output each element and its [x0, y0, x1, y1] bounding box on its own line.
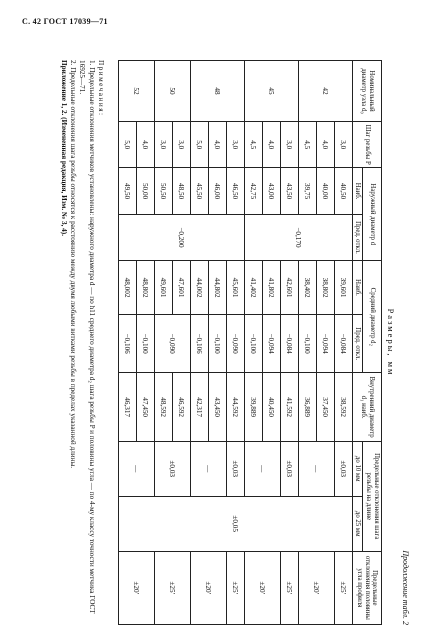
angle-cell: ±20′ — [190, 551, 226, 624]
pitch-dev-10-cell: ±0,03 — [280, 441, 298, 496]
angle-cell: ±25′ — [226, 551, 244, 624]
mean-dev-cell: −0,106 — [118, 314, 136, 373]
inner-cell: 39,889 — [244, 373, 262, 441]
pitch-cell: 5,0 — [190, 122, 208, 168]
outer-dev-cell: −0,200 — [118, 214, 244, 260]
mean-max-cell: 41,802 — [262, 261, 280, 315]
angle-cell: ±20′ — [118, 551, 154, 624]
mean-dev-cell: −0,106 — [190, 314, 208, 373]
angle-cell: ±20′ — [298, 551, 334, 624]
angle-cell: ±25′ — [154, 551, 190, 624]
mean-dev-cell: −0,100 — [208, 314, 226, 373]
nominal-cell: 50 — [154, 61, 190, 122]
mean-max-cell: 48,802 — [136, 261, 154, 315]
pitch-cell: 4,0 — [136, 122, 154, 168]
mean-max-cell: 38,802 — [316, 261, 334, 315]
inner-cell: 38,592 — [334, 373, 352, 441]
col-inner: Внутренний диаметр d₁ наиб. — [352, 373, 381, 441]
nominal-cell: 42 — [298, 61, 352, 122]
mean-dev-cell: −0,094 — [316, 314, 334, 373]
inner-cell: 37,450 — [316, 373, 334, 441]
outer-max-cell: 50,00 — [136, 168, 154, 214]
mean-dev-cell: −0,084 — [280, 314, 298, 373]
dimensions-table — [118, 60, 382, 625]
inner-cell: 44,592 — [226, 373, 244, 441]
mean-dev-cell: −0,100 — [244, 314, 262, 373]
mean-max-cell: 42,601 — [280, 261, 298, 315]
table-continuation-label: Продолжение табл. 2 — [401, 550, 410, 625]
nominal-cell: 52 — [118, 61, 154, 122]
inner-cell: 42,317 — [190, 373, 208, 441]
mean-max-cell: 49,601 — [154, 261, 172, 315]
col-nominal: Номинальный диаметр узла d₀ — [352, 61, 381, 122]
outer-max-cell: 40,00 — [316, 168, 334, 214]
outer-max-cell: 46,50 — [226, 168, 244, 214]
col-outer-group: Наружный диаметр d — [363, 168, 382, 261]
outer-max-cell: 42,75 — [244, 168, 262, 214]
pitch-dev-10-cell: ±0,03 — [334, 441, 352, 496]
notes-block — [58, 60, 105, 625]
mean-max-cell: 38,402 — [298, 261, 316, 315]
pitch-cell: 3,0 — [154, 122, 172, 168]
mean-max-cell: 44,002 — [190, 261, 208, 315]
mean-dev-cell: −0,094 — [262, 314, 280, 373]
mean-max-cell: 39,601 — [334, 261, 352, 315]
inner-cell: 36,889 — [298, 373, 316, 441]
mean-max-cell: 41,402 — [244, 261, 262, 315]
col-pitch-dev-10: до 10 мм — [352, 441, 363, 496]
mean-dev-cell: −0,090 — [226, 314, 244, 373]
notes-heading: Примечания: — [97, 60, 105, 117]
mean-max-cell: 44,802 — [208, 261, 226, 315]
mean-max-cell: 45,601 — [226, 261, 244, 315]
inner-cell: 46,317 — [118, 373, 136, 441]
nominal-cell: 45 — [244, 61, 298, 122]
angle-cell: ±20′ — [244, 551, 280, 624]
pitch-cell: 3,0 — [280, 122, 298, 168]
inner-cell: 41,592 — [280, 373, 298, 441]
inner-cell: 48,592 — [154, 373, 172, 441]
mean-max-cell: 47,601 — [172, 261, 190, 315]
col-pitch-dev-group: Предельные отклонения шага резьбы на длине — [363, 441, 382, 551]
pitch-dev-25-cell: ±0,05 — [118, 496, 352, 551]
mean-dev-cell: −0,090 — [154, 314, 190, 373]
outer-max-cell: 49,50 — [118, 168, 136, 214]
inner-cell: 47,450 — [136, 373, 154, 441]
col-mean-dev: Пред. откл. — [352, 314, 363, 373]
outer-dev-cell: −0,170 — [244, 214, 352, 260]
pitch-dev-10-cell: — — [244, 441, 280, 496]
pitch-cell: 4,5 — [244, 122, 262, 168]
angle-cell: ±25′ — [280, 551, 298, 624]
mean-dev-cell: −0,100 — [136, 314, 154, 373]
inner-cell: 43,450 — [208, 373, 226, 441]
outer-max-cell: 43,00 — [262, 168, 280, 214]
mean-dev-cell: −0,100 — [298, 314, 316, 373]
rotated-page — [15, 60, 410, 625]
col-pitch-dev-25: до 25 мм — [352, 496, 363, 551]
pitch-dev-10-cell: — — [118, 441, 154, 496]
table-row — [334, 61, 352, 625]
outer-max-cell: 45,50 — [190, 168, 208, 214]
note-2: 2. Предельные отклонения шага резьбы относятся к расстоянию между двумя любыми витками резьбы в пределах указанной длины. — [68, 60, 77, 469]
appendix-note: Приложение 1, 2. (Измененная редакция, Изм. № 3, 4). — [59, 60, 68, 236]
outer-max-cell: 50,50 — [154, 168, 172, 214]
pitch-cell: 3,0 — [334, 122, 352, 168]
pitch-cell: 3,0 — [226, 122, 244, 168]
nominal-cell: 48 — [190, 61, 244, 122]
pitch-cell: 4,0 — [208, 122, 226, 168]
mean-max-cell: 48,002 — [118, 261, 136, 315]
col-mean-group: Средний диаметр d₂ — [363, 261, 382, 373]
angle-cell: ±25′ — [334, 551, 352, 624]
outer-max-cell: 43,50 — [280, 168, 298, 214]
pitch-cell: 4,5 — [298, 122, 316, 168]
col-angle: Предельные отклонения половины угла профиля — [352, 551, 381, 624]
mean-dev-cell: −0,084 — [334, 314, 352, 373]
pitch-cell: 4,0 — [262, 122, 280, 168]
pitch-dev-10-cell: — — [190, 441, 226, 496]
pitch-cell: 5,0 — [118, 122, 136, 168]
outer-max-cell: 39,75 — [298, 168, 316, 214]
outer-max-cell: 48,50 — [172, 168, 190, 214]
col-outer-dev: Пред. откл. — [352, 214, 363, 260]
pitch-cell: 3,0 — [172, 122, 190, 168]
pitch-dev-10-cell: ±0,03 — [226, 441, 244, 496]
col-pitch: Шаг резьбы P — [352, 122, 381, 168]
inner-cell: 40,450 — [262, 373, 280, 441]
page-header: С. 42 ГОСТ 17039—71 — [22, 17, 108, 26]
outer-max-cell: 46,00 — [208, 168, 226, 214]
note-1: 1. Предельные отклонения метчиков установлены: наружного диаметра d — по h11 среднего диаметра d₂ шага резьбы P и половины угла — по 4-му классу точности метчика ГОСТ 16925—71. — [78, 60, 96, 614]
table-title: Размеры, мм — [386, 308, 396, 377]
pitch-dev-10-cell: — — [298, 441, 334, 496]
col-mean-max: Наиб. — [352, 261, 363, 315]
outer-max-cell: 40,50 — [334, 168, 352, 214]
col-outer-max: Наиб. — [352, 168, 363, 214]
pitch-cell: 4,0 — [316, 122, 334, 168]
inner-cell: 46,592 — [172, 373, 190, 441]
pitch-dev-10-cell: ±0,03 — [154, 441, 190, 496]
